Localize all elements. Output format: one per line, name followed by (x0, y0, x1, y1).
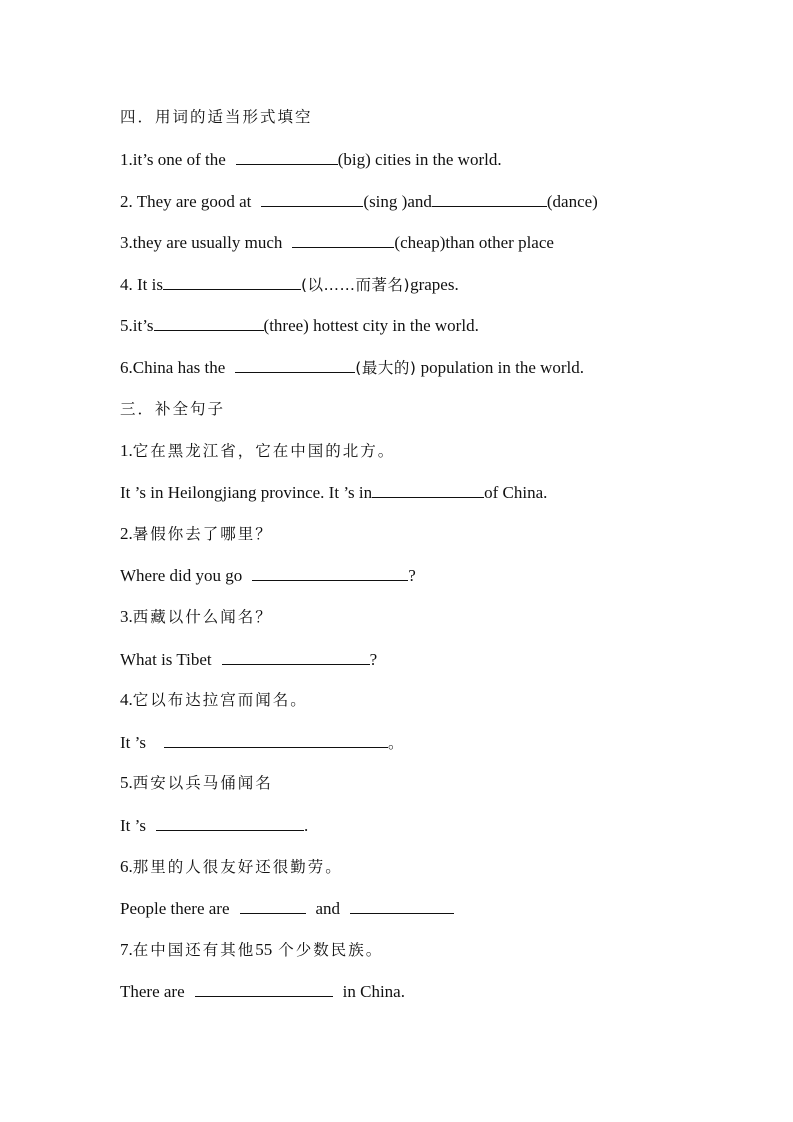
answer-blank[interactable] (372, 481, 484, 498)
exercise-4-2 (120, 190, 598, 213)
exercise-text: It ’s (120, 816, 146, 835)
chinese-prompt: 在中国还有其他 (132, 941, 256, 959)
chinese-prompt: 那里的人很友好还很勤劳。 (132, 858, 343, 876)
prompt-3-7 (120, 939, 383, 961)
exercise-text: There are (120, 982, 185, 1001)
chinese-prompt: 它在黑龙江省，它在中国的北方。 (132, 442, 396, 460)
chinese-prompt: 它以布达拉宫而闻名。 (132, 691, 308, 709)
prompt-3-6 (120, 856, 343, 878)
item-number: 7. (120, 940, 133, 959)
answer-blank[interactable] (292, 231, 394, 248)
exercise-text: It ’s (120, 733, 146, 752)
section-3-heading: 三．补全句子 (120, 400, 226, 418)
exercise-4-4 (120, 273, 459, 296)
exercise-text: and (315, 899, 341, 918)
exercise-text: People there are (120, 899, 230, 918)
item-number: 4. (120, 690, 133, 709)
exercise-text: (sing )and (363, 192, 432, 211)
chinese-prompt-number: 55 (255, 940, 273, 959)
answer-3-6 (120, 897, 454, 920)
exercise-text: ? (369, 650, 378, 669)
exercise-text: grapes. (410, 275, 459, 294)
section-4-heading: 四．用词的适当形式填空 (120, 108, 313, 126)
chinese-prompt: 暑假你去了哪里？ (132, 525, 273, 543)
answer-blank[interactable] (235, 356, 355, 373)
exercise-text: (big) cities in the world. (337, 150, 502, 169)
chinese-prompt: 西藏以什么闻名？ (132, 608, 273, 626)
exercise-text: (dance) (546, 192, 598, 211)
item-number: 1. (120, 441, 133, 460)
prompt-3-2 (120, 523, 273, 545)
item-number: 3. (120, 607, 133, 626)
answer-blank[interactable] (163, 273, 301, 290)
answer-blank[interactable] (195, 980, 333, 997)
prompt-3-4 (120, 689, 308, 711)
prompt-3-5 (120, 772, 273, 794)
answer-blank[interactable] (222, 648, 370, 665)
chinese-prompt: 个少数民族。 (278, 941, 384, 959)
exercise-text: in China. (342, 982, 405, 1001)
exercise-hint: (最大的) (355, 359, 417, 377)
answer-blank[interactable] (164, 731, 388, 748)
exercise-text: ? (408, 566, 416, 585)
answer-3-3 (120, 648, 377, 671)
answer-blank[interactable] (154, 314, 264, 331)
item-number: 2. (120, 524, 133, 543)
exercise-4-3 (120, 231, 554, 254)
exercise-text: 5.it’s (120, 316, 154, 335)
exercise-text: 2. They are good at (120, 192, 252, 211)
answer-blank[interactable] (236, 148, 338, 165)
exercise-text: What is Tibet (120, 650, 212, 669)
item-number: 5. (120, 773, 133, 792)
exercise-text: It ’s in Heilongjiang province. It ’s in (120, 483, 373, 502)
answer-blank[interactable] (240, 897, 306, 914)
exercise-text: 1.it’s one of the (120, 150, 226, 169)
prompt-3-1 (120, 440, 395, 462)
exercise-4-5 (120, 314, 479, 337)
prompt-3-3 (120, 606, 273, 628)
answer-3-5 (120, 814, 308, 837)
exercise-4-1 (120, 148, 502, 171)
exercise-text: population in the world. (416, 358, 585, 377)
exercise-text: (cheap)than other place (394, 233, 554, 252)
exercise-4-6 (120, 356, 584, 379)
answer-blank[interactable] (252, 564, 408, 581)
item-number: 6. (120, 857, 133, 876)
answer-3-1 (120, 481, 547, 504)
exercise-text: 。 (387, 734, 406, 752)
exercise-text: 6.China has the (120, 358, 226, 377)
exercise-hint: (以……而著名) (300, 276, 411, 294)
answer-blank[interactable] (156, 814, 304, 831)
answer-blank[interactable] (432, 190, 547, 207)
answer-blank[interactable] (350, 897, 454, 914)
exercise-text: (three) hottest city in the world. (263, 316, 479, 335)
answer-blank[interactable] (261, 190, 363, 207)
exercise-text: 4. It is (120, 275, 163, 294)
exercise-text: 3.they are usually much (120, 233, 283, 252)
chinese-prompt: 西安以兵马俑闻名 (132, 774, 273, 792)
exercise-text: . (303, 816, 309, 835)
exercise-text: of China. (484, 483, 548, 502)
answer-3-7 (120, 980, 405, 1003)
answer-3-4 (120, 731, 406, 754)
answer-3-2 (120, 564, 416, 587)
exercise-text: Where did you go (120, 566, 243, 585)
